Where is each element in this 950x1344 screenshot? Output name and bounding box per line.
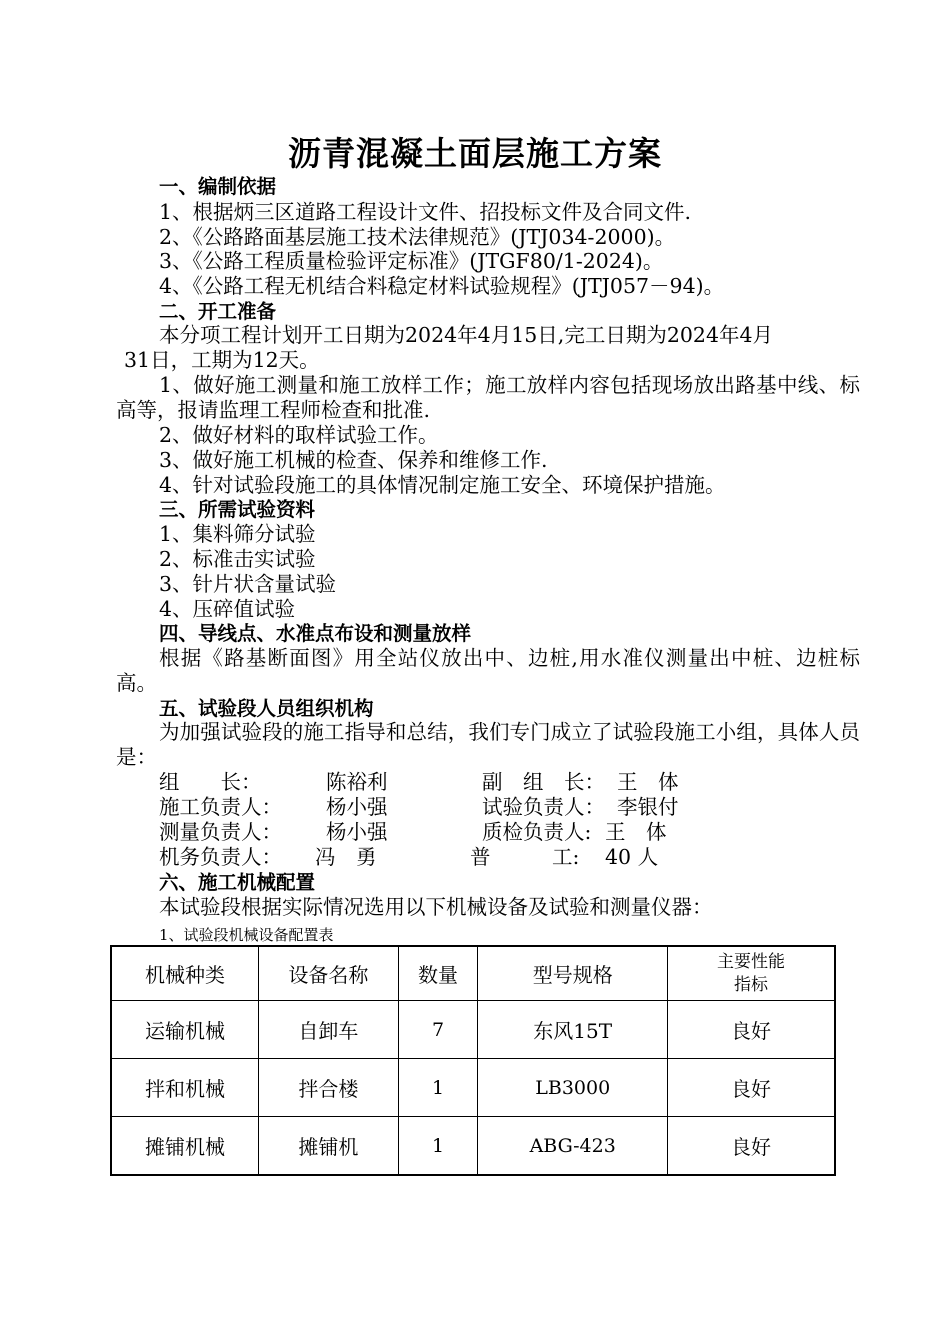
table-cell: LB3000 xyxy=(478,1059,668,1117)
list-item: 3、针片状含量试验 xyxy=(159,572,337,596)
paragraph: 为加强试验段的施工指导和总结，我们专门成立了试验段施工小组，具体人员是： xyxy=(116,720,860,769)
list-item: 4、《公路工程无机结合料稳定材料试验规程》(JTJ057－94)。 xyxy=(159,274,725,298)
list-item: 2、《公路路面基层施工技术法律规范》(JTJ034-2000)。 xyxy=(159,225,676,249)
header-cell: 型号规格 xyxy=(478,946,668,1001)
paragraph: 根据《路基断面图》用全站仪放出中、边桩,用水准仪测量出中桩、边桩标高。 xyxy=(116,646,860,695)
section-heading: 五、试验段人员组织机构 xyxy=(159,697,374,720)
table-cell: 运输机械 xyxy=(111,1001,259,1059)
section-heading: 一、编制依据 xyxy=(159,175,277,198)
paragraph-line: 本试验段根据实际情况选用以下机械设备及试验和测量仪器： xyxy=(159,895,713,919)
table-cell: 良好 xyxy=(668,1001,836,1059)
header-cell: 设备名称 xyxy=(259,946,399,1001)
table-cell: 摊铺机械 xyxy=(111,1117,259,1176)
table-cell: 1 xyxy=(398,1059,478,1117)
table-cell: 1 xyxy=(398,1117,478,1176)
staff-role: 质检负责人: xyxy=(482,820,592,844)
section-heading: 六、施工机械配置 xyxy=(159,871,316,894)
header-cell-line: 指标 xyxy=(734,974,768,995)
staff-role: 组 长： xyxy=(159,770,262,794)
table-row xyxy=(111,1059,835,1117)
list-item: 2、标准击实试验 xyxy=(159,547,316,571)
table-row xyxy=(111,1001,835,1059)
header-cell-line: 主要性能 xyxy=(717,951,785,972)
section-heading: 二、开工准备 xyxy=(159,300,277,323)
document-title: 沥青混凝土面层施工方案 xyxy=(288,134,662,173)
paragraph-line: 本分项工程计划开工日期为2024年4月15日,完工日期为2024年4月 xyxy=(159,323,774,347)
header-cell: 机械种类 xyxy=(111,946,259,1001)
machinery-table xyxy=(110,945,836,1176)
list-item: 3、《公路工程质量检验评定标准》(JTGF80/1-2024)。 xyxy=(159,249,664,273)
staff-name: 杨小强 xyxy=(326,795,388,819)
list-item: 3、做好施工机械的检查、保养和维修工作. xyxy=(159,448,548,472)
staff-name: 王 体 xyxy=(617,770,679,794)
table-cell: ABG-423 xyxy=(478,1117,668,1176)
staff-role: 测量负责人： xyxy=(159,820,282,844)
paragraph-line: 31日，工期为12天。 xyxy=(124,348,320,372)
list-item: 4、压碎值试验 xyxy=(159,597,296,621)
staff-role: 副 组 长： xyxy=(482,770,605,794)
header-cell xyxy=(668,946,836,1001)
table-cell: 自卸车 xyxy=(259,1001,399,1059)
table-cell: 拌合楼 xyxy=(259,1059,399,1117)
staff-name: 40 人 xyxy=(605,845,659,869)
table-cell: 东风15T xyxy=(478,1001,668,1059)
staff-name: 李银付 xyxy=(617,795,679,819)
list-item: 1、集料筛分试验 xyxy=(159,522,316,546)
list-item: 4、针对试验段施工的具体情况制定施工安全、环境保护措施。 xyxy=(159,473,726,497)
staff-name: 杨小强 xyxy=(326,820,388,844)
table-row xyxy=(111,1117,835,1176)
staff-name: 冯 勇 xyxy=(315,845,377,869)
header-cell: 数量 xyxy=(398,946,478,1001)
table-cell: 7 xyxy=(398,1001,478,1059)
staff-role: 普 工: xyxy=(470,845,580,869)
table-cell: 拌和机械 xyxy=(111,1059,259,1117)
staff-role: 试验负责人： xyxy=(482,795,605,819)
list-item: 2、做好材料的取样试验工作。 xyxy=(159,423,439,447)
list-item: 1、根据炳三区道路工程设计文件、招投标文件及合同文件. xyxy=(159,200,692,224)
table-cell: 良好 xyxy=(668,1059,836,1117)
section-heading: 三、所需试验资料 xyxy=(159,498,316,521)
staff-name: 王 体 xyxy=(605,820,667,844)
staff-name: 陈裕利 xyxy=(326,770,388,794)
table-header-row xyxy=(111,946,835,1001)
section-heading: 四、导线点、水准点布设和测量放样 xyxy=(159,622,472,645)
table-cell: 摊铺机 xyxy=(259,1117,399,1176)
table-caption: 1、试验段机械设备配置表 xyxy=(159,926,334,944)
table-cell: 良好 xyxy=(668,1117,836,1176)
paragraph: 1、做好施工测量和施工放样工作；施工放样内容包括现场放出路基中线、标高等，报请监理工程师检查和批准. xyxy=(116,373,860,422)
staff-role: 机务负责人： xyxy=(159,845,282,869)
staff-role: 施工负责人： xyxy=(159,795,282,819)
